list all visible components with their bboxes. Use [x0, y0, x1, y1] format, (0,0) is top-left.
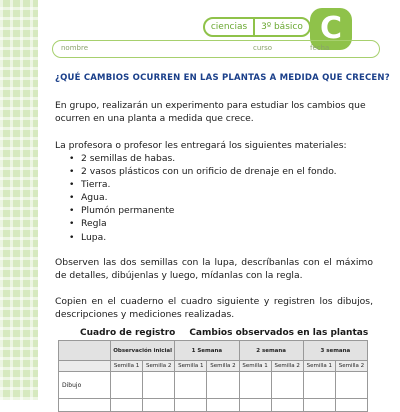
- name-field-label: nombre: [61, 44, 89, 52]
- table-subheader-cell: Semilla 1: [239, 361, 271, 372]
- table-row-label: Dibujo: [59, 372, 111, 399]
- materials-list: [55, 152, 337, 244]
- date-field-label: fecha: [310, 44, 330, 52]
- table-cell: [271, 372, 303, 399]
- table-subheader-cell: Semilla 2: [335, 361, 367, 372]
- course-field-label: curso: [253, 44, 273, 52]
- table-header-cell: 3 semana: [303, 341, 367, 361]
- subject-label: ciencias: [205, 19, 255, 35]
- worksheet-letter-badge: C: [310, 8, 352, 50]
- table-cell: [143, 372, 175, 399]
- student-info-fields: [52, 40, 380, 58]
- table-subheader-cell: Semilla 1: [303, 361, 335, 372]
- intro-paragraph: En grupo, realizarán un experimento para estudiar los cambios que ocurren en una planta a medida que crece.: [55, 100, 366, 124]
- table-subheader-cell: Semilla 2: [271, 361, 303, 372]
- record-table: [58, 340, 368, 412]
- subject-grade-badge: [203, 17, 311, 37]
- grade-label: 3º básico: [261, 22, 303, 32]
- list-item: • Regla: [81, 217, 337, 230]
- table-cell: [59, 399, 111, 412]
- table-cell: [335, 372, 367, 399]
- table-title-text: Cuadro de registro: [80, 328, 176, 338]
- table-cell: [207, 399, 239, 412]
- table-cell: [303, 372, 335, 399]
- table-subheader-cell: Semilla 1: [175, 361, 207, 372]
- table-cell: [175, 372, 207, 399]
- list-item: • 2 semillas de habas.: [81, 152, 337, 165]
- table-subheader-row: [59, 361, 368, 372]
- table-header-cell: 1 Semana: [175, 341, 239, 361]
- list-item: • Tierra.: [81, 178, 337, 191]
- list-item: • Agua.: [81, 191, 337, 204]
- table-cell: [59, 361, 111, 372]
- materials-intro: La profesora o profesor les entregará los siguientes materiales:: [55, 140, 347, 151]
- table-corner-cell: [59, 341, 111, 361]
- table-cell: [143, 399, 175, 412]
- list-item: • Lupa.: [81, 231, 337, 244]
- table-cell: [239, 372, 271, 399]
- table-subheader-cell: Semilla 2: [207, 361, 239, 372]
- table-subheader-cell: Semilla 2: [143, 361, 175, 372]
- table-cell: [111, 372, 143, 399]
- table-cell: [303, 399, 335, 412]
- table-cell: [239, 399, 271, 412]
- table-subtitle-text: Cambios observados en las plantas: [189, 328, 369, 338]
- table-subheader-cell: Semilla 1: [111, 361, 143, 372]
- table-header-row: [59, 341, 368, 361]
- table-cell: [111, 399, 143, 412]
- list-item: • 2 vasos plásticos con un orificio de drenaje en el fondo.: [81, 165, 337, 178]
- list-item: • Plumón permanente: [81, 204, 337, 217]
- table-cell: [335, 399, 367, 412]
- table-header-cell: 2 semana: [239, 341, 303, 361]
- table-row: [59, 372, 368, 399]
- table-cell: [207, 372, 239, 399]
- instructions-paragraph-1: Observen las dos semillas con la lupa, descríbanlas con el máximo de detalles, dibújenlas y luego, mídanlas con la regla.: [55, 257, 373, 281]
- table-title: [80, 328, 368, 338]
- table-row: [59, 399, 368, 412]
- table-cell: [175, 399, 207, 412]
- instructions-paragraph-2: Copien en el cuaderno el cuadro siguiente y registren los dibujos, descripciones y mediciones realizadas.: [55, 296, 373, 320]
- decorative-sidebar: [0, 0, 38, 400]
- worksheet-question: ¿QUÉ CAMBIOS OCURREN EN LAS PLANTAS A MEDIDA QUE CRECEN?: [55, 73, 390, 83]
- table-header-cell: Observación inicial: [111, 341, 175, 361]
- table-cell: [271, 399, 303, 412]
